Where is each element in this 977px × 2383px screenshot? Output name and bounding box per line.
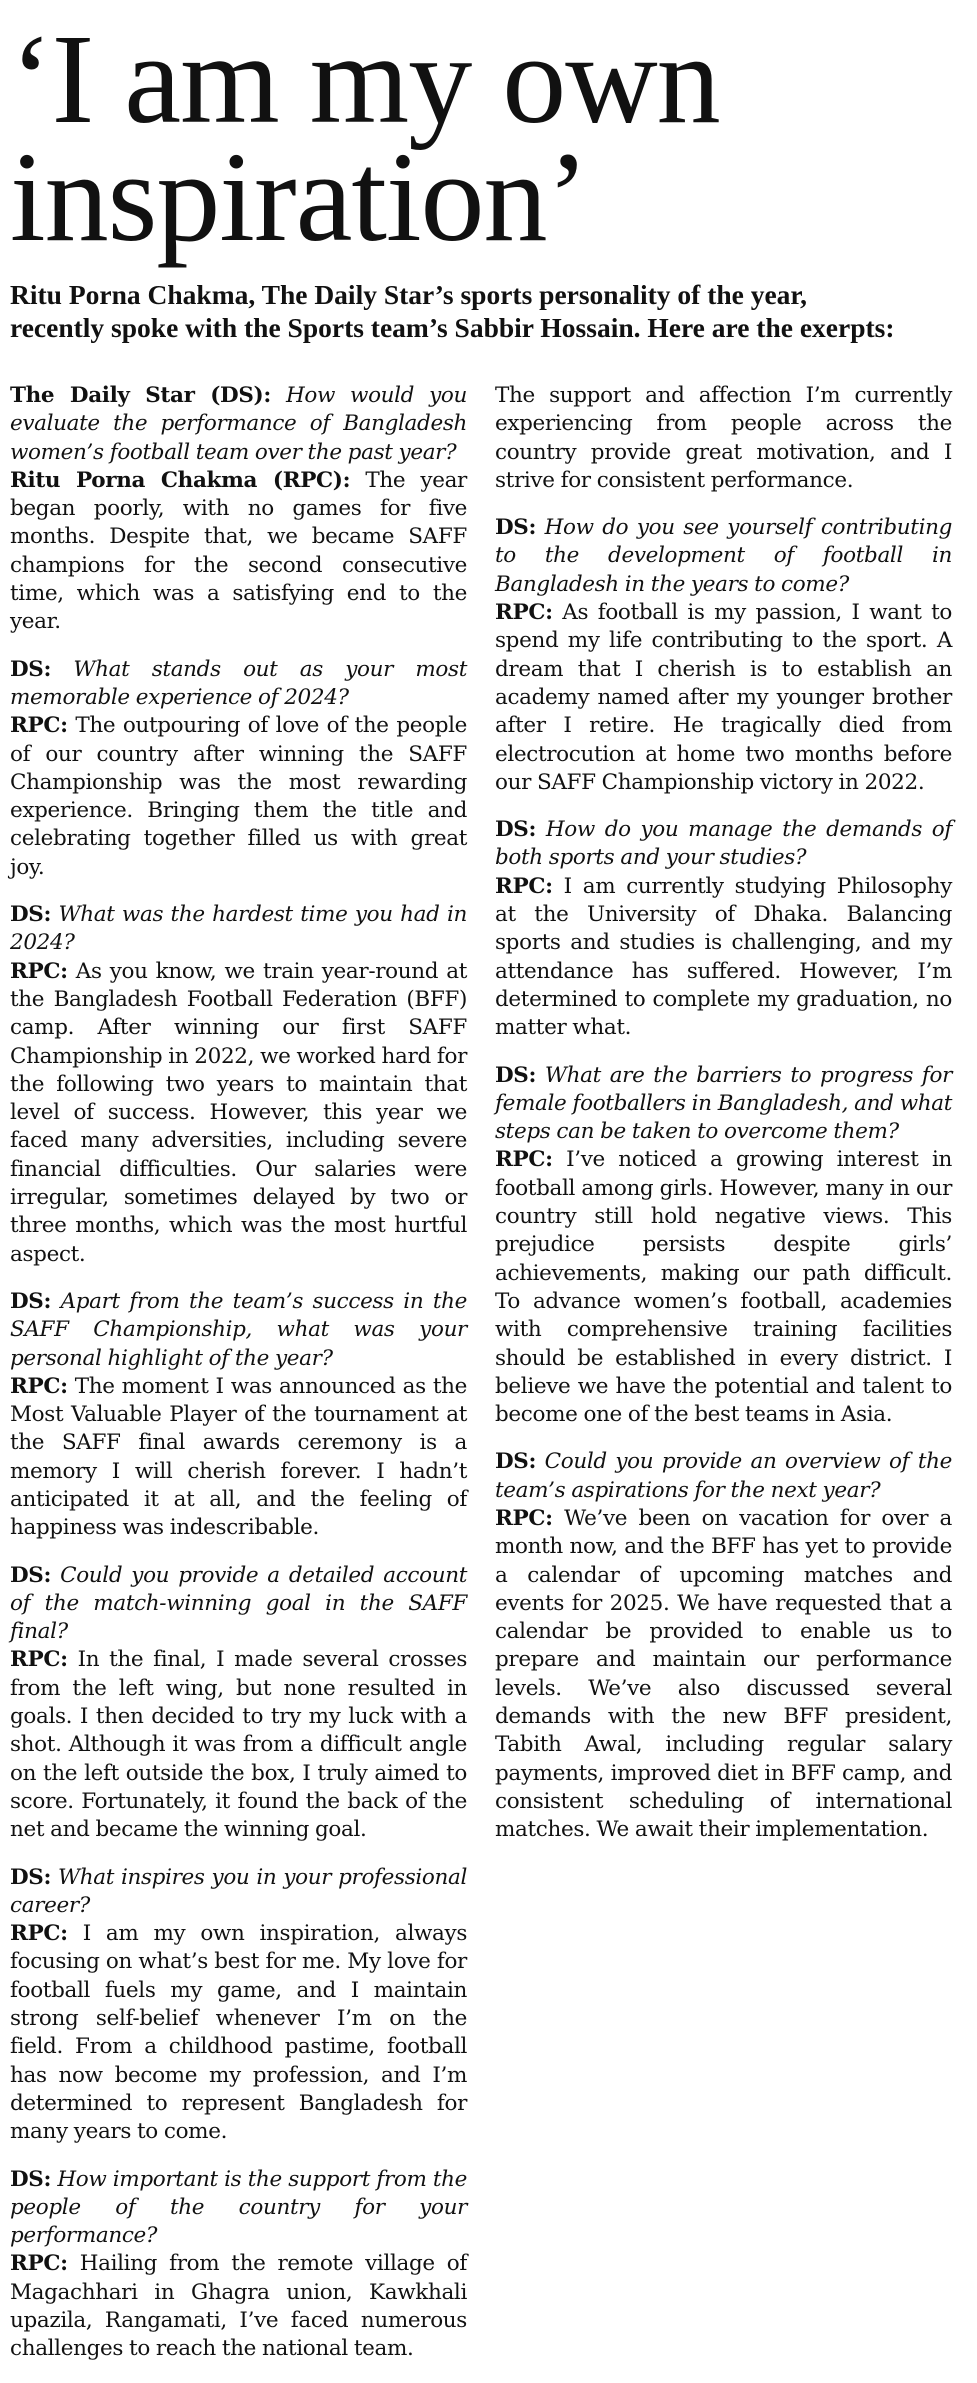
question-speaker: DS: [10,1864,52,1890]
question-speaker: DS: [10,656,52,682]
qa-block [495,514,952,797]
answer-text: I am my own inspiration, always focusing on what’s best for me. My love for football fuels my game, and I maintain strong self-belief whenever I’m on the field. From a childhood pastime, football has now become my profession, and I’m determined to represent Bangladesh for many years to come. [10,1921,467,2145]
right-column [495,382,952,1864]
question-text: Could you provide a detailed account of the match-winning goal in the SAFF final? [10,1562,467,1645]
question-speaker: DS: [495,1062,537,1088]
question-text: Apart from the team’s success in the SAFF Championship, what was your personal highlight of the year? [10,1288,467,1371]
qa-block [10,382,467,637]
answer-text: The support and affection I’m currently experiencing from people across the country provide great motivation, and I strive for consistent performance. [495,383,952,493]
answer-text: As you know, we train year-round at the Bangladesh Football Federation (BFF) camp. After winning our first SAFF Championship in 2022, we worked hard for the following two years to maintain that level of success. However, this year we faced many adversities, including severe financial difficulties. Our salaries were irregular, sometimes delayed by two or three months, which was the most hurtful aspect. [10,958,467,1267]
question-speaker: DS: [10,1288,52,1314]
answer-text: The year began poorly, with no games for five months. Despite that, we became SAFF champions for the second consecutive time, which was a satisfying end to the year. [10,467,467,635]
answer-text: I’ve noticed a growing interest in football among girls. However, many in our country still hold negative views. This prejudice persists despite girls’ achievements, making our path difficult. To advance women’s football, academies with comprehensive training facilities should be established in every district. I believe we have the potential and talent to become one of the best teams in Asia. [495,1147,952,1428]
question-speaker: DS: [495,515,537,541]
question-speaker: DS: [495,817,537,843]
question-speaker: DS: [495,1449,537,1475]
qa-block [10,1288,467,1543]
qa-block [10,1562,467,1845]
question-text: What are the barriers to progress for female footballers in Bangladesh, and what steps can be taken to overcome them? [495,1062,953,1145]
question-text: Could you provide an overview of the team’s aspirations for the next year? [495,1449,952,1503]
qa-block [10,1864,467,2147]
question-text: What stands out as your most memorable experience of 2024? [10,656,467,710]
question-speaker: The Daily Star (DS): [10,383,271,408]
qa-block [10,901,467,1269]
answer-speaker: RPC: [495,600,553,626]
headline [10,8,962,268]
answer-speaker: RPC: [495,1505,553,1531]
qa-block [10,2166,467,2364]
answer-text: I am currently studying Philosophy at the University of Dhaka. Balancing sports and studies is challenging, and my attendance has suffered. However, I’m determined to complete my graduation, no matter what. [495,873,952,1041]
answer-text: The outpouring of love of the people of our country after winning the SAFF Championship was the most rewarding experience. Bringing them the title and celebrating together filled us with great joy. [10,713,468,880]
answer-speaker: RPC: [495,873,553,899]
headline-line-2: inspiration’ [10,126,589,268]
qa-block [495,1062,952,1430]
intro-standfirst [10,278,962,344]
answer-speaker: RPC: [10,1373,68,1399]
question-text: How do you manage the demands of both sports and your studies? [495,817,953,871]
question-speaker: DS: [10,1562,52,1588]
article [10,0,962,2362]
answer-text: In the final, I made several crosses from the left wing, but none resulted in goals. I then decided to try my luck with a shot. Although it was from a difficult angle on the left outside the box, I truly aimed to score. Fortunately, it found the back of the net and became the winning goal. [10,1647,467,1843]
answer-speaker: RPC: [10,1647,68,1673]
answer-continuation [495,382,952,495]
qa-block [10,656,467,882]
qa-block [495,1448,952,1844]
question-text: What inspires you in your professional career? [10,1864,467,1918]
answer-speaker: RPC: [10,958,68,984]
intro-line-1: Ritu Porna Chakma, The Daily Star’s sports personality of the year, [10,279,807,310]
answer-speaker: RPC: [10,1921,68,1947]
question-speaker: DS: [10,902,52,928]
answer-speaker: RPC: [10,713,68,739]
question-speaker: DS: [10,2166,52,2192]
answer-text: As football is my passion, I want to spend my life contributing to the sport. A dream that I cherish is to establish an academy named after my younger brother after I retire. He tragically died from electrocution at home two months before our SAFF Championship victory in 2022. [495,600,953,795]
question-text: What was the hardest time you had in 2024? [10,902,468,956]
answer-text: Hailing from the remote village of Magachhari in Ghagra union, Kawkhali upazila, Rangamati, I’ve faced numerous challenges to reach the national team. [10,2251,467,2362]
answer-speaker: RPC: [495,1147,553,1173]
intro-line-2: recently spoke with the Sports team’s Sabbir Hossain. Here are the exerpts: [10,312,895,343]
answer-speaker: Ritu Porna Chakma (RPC): [10,467,351,493]
answer-text: We’ve been on vacation for over a month now, and the BFF has yet to provide a calendar of upcoming matches and events for 2025. We have requested that a calendar be provided to enable us to prepare and maintain our performance levels. We’ve also discussed several demands with the new BFF president, Tabith Awal, including regular salary payments, improved diet in BFF camp, and consistent scheduling of international matches. We await their implementation. [495,1505,953,1843]
headline-line-1: ‘I am my own [10,8,720,150]
left-column [10,382,467,2383]
qa-block [495,816,952,1042]
question-text: How important is the support from the people of the country for your performance? [10,2166,468,2249]
question-text: How would you evaluate the performance of Bangladesh women’s football team over the past year? [10,383,467,465]
question-text: How do you see yourself contributing to the development of football in Bangladesh in the years to come? [495,515,953,597]
answer-text: The moment I was announced as the Most Valuable Player of the tournament at the SAFF final awards ceremony is a memory I will cherish forever. I hadn’t anticipated it at all, and the feeling of happiness was indescribable. [10,1373,467,1541]
answer-speaker: RPC: [10,2251,68,2277]
